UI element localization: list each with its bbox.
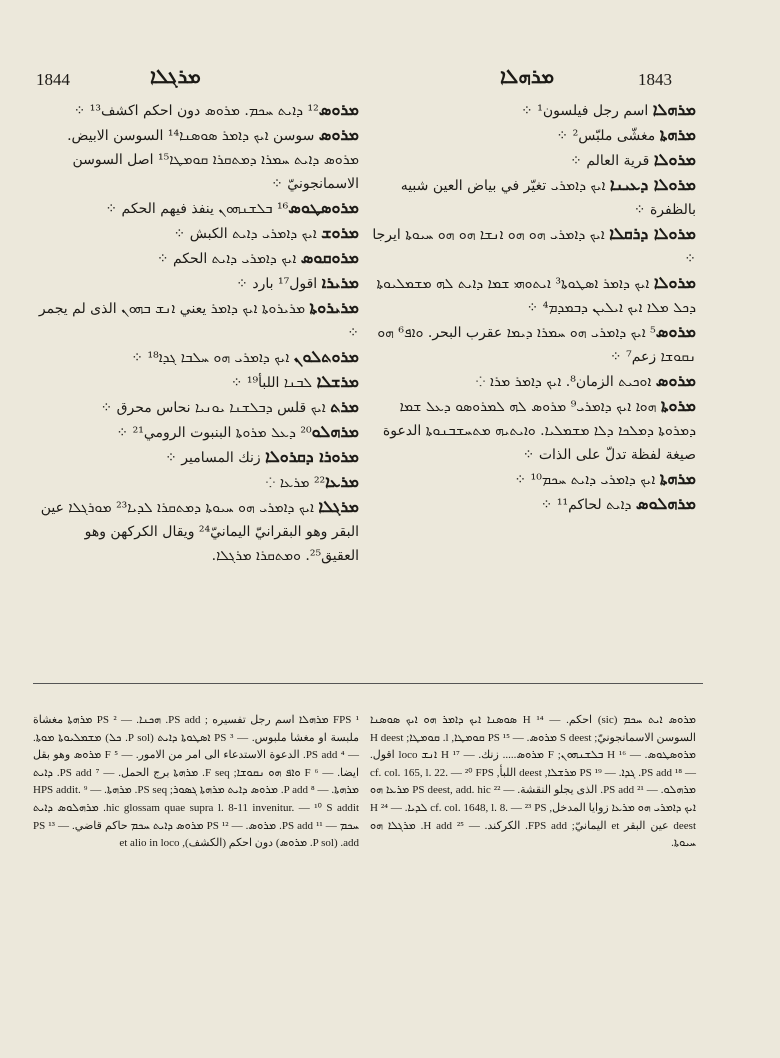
footnote-divider xyxy=(33,683,703,684)
dictionary-entry xyxy=(33,246,359,271)
headword: ܡܪܘܣ xyxy=(655,322,696,341)
entry-text: ܐܝܟ ܕܐܡܪܝ ܗܘ ܚܠܒܐ ܓܕܐ¹⁸ ⁘ xyxy=(131,350,294,366)
dictionary-entry xyxy=(33,395,359,420)
headword: ܡܪܝܪܘܬܐ xyxy=(309,298,359,317)
headword: ܡܪܗܬܐ xyxy=(659,125,696,144)
dictionary-entry xyxy=(370,492,696,517)
headword: ܡܪܗܠܘܣ xyxy=(635,494,696,513)
dictionary-entry xyxy=(33,345,359,370)
dictionary-entry xyxy=(370,173,696,222)
footnote-text: ܡܪܘܣ ܐܝܬ ܚܟܡ (sic) احكم. — ¹⁴ H ܣܘܣܢܐ ܐܝܟ ܕܐܡܪ ܗܘ ܐܝܟ ܣܘܣܢܐ السوسن الاسمانجونيّ; S deest ܡܪܘܣ. — ¹⁵ PS ܩܘܡܛܐ, l. ܩܘܡܛܐ; H deest ܡܪܘܣܛܘܣ. — ¹⁶ H ܒܠܫܢܗܘܢ; F ܡܪܘܣ..... زنك. — ¹⁷ H ܐܢܫ loco اقول. — ¹⁸ PS add. ܓܕܐ. — ¹⁹ PS ܡܪܫܠܐ, deest اللبأ, cf. col. 165, l. 22. — ²⁰ FPS ܡܪܗܠܘ. — ²¹ PS add. الذى يجلو النقشة. — ²² PS deest, add. hic ܡܪܥܐ ܗܘ ܐܝܟ ܕܐܡܪܝ ܗܘ ܡܪܥܐ زوايا المدخل, cf. col. 1648, l. 8. — ²³ PS ܠܕܝܐ. — ²⁴ H deest عين البقر et اليمانيّ; FPS add. الكركند. — ²⁵ H add. ܡܪܓܠܐ ܗܘ ܚܝܘܬܐ. xyxy=(370,714,697,850)
headword: ܡܪܘܣ xyxy=(318,125,359,144)
entry-text: ܗܘܐ ܐܝܟ ܕܐܡܪܝ⁹ ܡܪܘܣ ܠܗ ܠܡܪܘܣܘ ܕܥܠ ܫܡܐ ܕܡܪܘܬܐ ܕܡܠܟܐ ܕܠܐ ܡܫܡܠܝܐ. ܘܐܝܬܝܗ ܡܬܚܫܒܢܘܬܐ الدعوة صيغة لفظة تدلّ على الذات ⁘ xyxy=(382,399,696,463)
entry-text: زنك المسامير ⁘ xyxy=(165,450,266,466)
entry-text: اسم رجل فيلسون¹ ⁘ xyxy=(521,103,653,119)
entry-text: ܐܝܟ ܕܐܡܪ ܐܣܛܘܬܐ³ ܐܝܬܘܗܝ ܫܡܐ ܕܐܝܬ ܠܗ ܡܫܡܠܝܘܬܐ ܕܟܠ ܡܠܐ ܐܝܟ ܐܝܠܝܢ ܕܒܡܕܡ⁴ ⁘ xyxy=(376,276,696,316)
headword: ܡܪܘܣܛܘܣ xyxy=(288,198,359,217)
dictionary-entry xyxy=(370,123,696,148)
dictionary-entry xyxy=(33,420,359,445)
entry-text: ²² ܡܪܥܐ ⁘ xyxy=(265,475,326,491)
headword: ܡܪܘܫ xyxy=(321,223,359,242)
headword: ܡܪܘܬܐ xyxy=(660,396,696,415)
page-number-right: 1843 xyxy=(638,70,672,89)
running-head-left: ܡܪܓܠܐ xyxy=(150,64,201,88)
dictionary-entry xyxy=(370,320,696,369)
headword: ܡܪܓܠܐ xyxy=(318,497,359,516)
dictionary-entry xyxy=(370,148,696,173)
entry-text: سوسن ܐܝܟ ܕܐܡܪ ܣܘܣܢܐ¹⁴ السوسن الابيض. ܡܪܘܣ ܕܐܝܬ ܚܡܪܐ ܕܡܬܩܪܐ ܩܘܡܛܐ¹⁵ اصل السوسن الاسمانجونيّ ⁘ xyxy=(67,128,359,192)
dictionary-entry xyxy=(33,221,359,246)
headword: ܡܪܗܬܐ xyxy=(659,469,696,488)
entry-text: ܕܐܝܬ لحاكم¹¹ ⁘ xyxy=(540,497,636,513)
headword: ܡܪܘܠܐ ܕܥܝܢܐ xyxy=(609,175,696,194)
entry-text: ܐܝܟ ܕܐܡܪܝ ܕܐܝܬ الكبش ⁘ xyxy=(173,226,322,242)
entry-text: ¹⁶ ܒܠܫܢܗܘܢ ينفذ فيهم الحكم ⁘ xyxy=(105,201,289,217)
entry-text: ܐܝܟ ܕܐܡܪܝ تغيّر في بياض العين شبيه بالظفرة ⁘ xyxy=(400,178,696,218)
entry-text: ܐܝܟ ܕܐܡܪܝ ܗܘ ܚܝܘܬܐ ܕܡܬܩܪܐ ܠܕܝܐ²³ ܡܘܪܓܠܐ عين البقر وهو البقرانيّ اليمانيّ²⁴ ويقال الكركهن وهو العقيق²⁵. ܘܡܬܩܪܐ ܡܪܓܠܐ. xyxy=(40,500,359,564)
dictionary-entry xyxy=(370,98,696,123)
entry-text: اقول¹⁷ بارد ⁘ xyxy=(236,276,322,292)
running-head-right: ܡܪܗܠܐ xyxy=(500,64,555,88)
dictionary-entry xyxy=(33,98,359,123)
entry-text: ܐܝܟ ܕܐܡܪܝ ܗܘ ܗܘ ܐܢܫܐ ܗܘ ܗܘ ܚܝܘܬܐ ايرجا ⁘ xyxy=(372,227,696,267)
headword: ܡܪܥܐ xyxy=(325,472,359,491)
entry-text: ܐܝܟ ܕܐܡܪܝ ܕܐܝܬ الحكم ⁘ xyxy=(156,251,301,267)
right-column xyxy=(370,98,696,517)
dictionary-entry xyxy=(370,271,696,320)
entry-text: قرية العالم ⁘ xyxy=(570,153,654,169)
entry-text: مغشّى ملبّس² ⁘ xyxy=(556,128,660,144)
page-number-left: 1844 xyxy=(36,70,70,89)
dictionary-entry xyxy=(33,271,359,296)
entry-text: ܐܝܟ قلس ܕܒܠܫܢܐ ܝܘܢܝܐ نحاس محرق ⁘ xyxy=(100,400,331,416)
footnotes-left xyxy=(33,712,359,853)
entry-text: ⁵ ܐܝܟ ܕܐܡܪܝ ܗܘ ܚܡܪܐ ܕܝܡܐ عقرب البحر. ܘܐܦ⁶ ܗܘ ܢܩܘܫܐ زعم⁷ ⁘ xyxy=(377,325,696,365)
entry-text: ܡܪܝܪܘܬܐ ܐܝܟ ܕܐܡܪ يعني ܐܢܫ ܒܗܘܢ الذى لم يجمر ⁘ xyxy=(38,301,359,341)
headword: ܡܪܘܠܐ xyxy=(653,150,696,169)
dictionary-entry xyxy=(33,296,359,345)
headword: ܡܪܘܩܘܣ xyxy=(300,248,359,267)
dictionary-entry xyxy=(33,470,359,495)
dictionary-entry xyxy=(33,495,359,568)
dictionary-entry xyxy=(33,370,359,395)
footnotes-right xyxy=(370,712,696,853)
entry-text: ¹² ܕܐܝܬ ܚܟܡ. ܡܪܘܣ دون احكم اكشف¹³ ⁘ xyxy=(73,103,319,119)
headword: ܡܪܬ xyxy=(330,397,359,416)
dictionary-entry xyxy=(370,222,696,271)
footnote-text: ¹ FPS ܡܪܗܠܐ اسم رجل تفسيره ; PS add. ܗܟܢܐ. — ² PS ܡܪܗܬܐ مغشاة ملبسة او مغشا ملبوس. — ³ PS ܐܣܛܘܬܐ ܕܐܝܬ (P sol. ܟܠ) ܡܫܡܠܝܘܬܐ ܡܘܬܐ. — ⁴ PS add. الدعوة الاستدعاء الى امر من الامور. — ⁵ F ܡܪܘܣ وهو بقل ايضا. — ⁶ F ܘܐܦ ܗܘ ܢܩܘܫܐ; F seq. ܡܪܗܬܐ برج الحمل. — ⁷ PS add. ܕܐܝܬ ܡܪܗܬܐ. — ⁸ P add. ܡܪܘܣ ܕܐܝܬ ܡܪܗܬܐ ܓܣܘܪ; PS seq. ܡܪܗܬܐ. — ⁹ HPS addit. hic glossam quae supra l. 8-11 invenitur. — ¹⁰ S addit. ܡܪܗܠܘܣ ܕܐܝܬ ܚܟܡ — ¹¹ PS add. ܡܪܘܣ. — ¹² PS ܡܪܘܣ ܕܐܝܬ ܚܟܡ حاكم قاضي. — ¹³ PS add. (P sol. ܡܪܘܣ) دون احكم (الكشف), et alio in loco xyxy=(33,714,360,850)
entry-text: ²⁰ ܕܥܠ ܡܪܘܬܐ البنبوت الرومي²¹ ⁘ xyxy=(116,425,312,441)
dictionary-entry xyxy=(370,394,696,467)
headword: ܡܪܝܪܐ xyxy=(321,273,359,292)
headword: ܡܪܘܣ xyxy=(655,371,696,390)
headword: ܡܪܘܬܠܘܢ xyxy=(293,347,359,366)
headword: ܡܪܫܠܐ xyxy=(316,372,359,391)
left-column xyxy=(33,98,359,568)
headword: ܡܪܘܠܐ ܕܪܩܠܐ xyxy=(609,224,696,243)
dictionary-entry xyxy=(370,467,696,492)
dictionary-entry xyxy=(33,123,359,196)
headword: ܡܪܗܠܘ xyxy=(311,422,359,441)
headword: ܡܪܘܠܐ xyxy=(653,273,696,292)
dictionary-entry xyxy=(33,196,359,221)
entry-text: ܠܒܢܐ اللبأ¹⁹ ⁘ xyxy=(230,375,317,391)
entry-text: ܐܝܟ ܕܐܡܪܝ ܕܐܝܬ ܚܟܡ¹⁰ ⁘ xyxy=(514,472,660,488)
entry-text: ܐܘܟܝܬ الزمان⁸. ܐܝܟ ܕܐܡܪ ܡܪܐ ⁘ xyxy=(475,374,656,390)
headword: ܡܪܗܠܐ xyxy=(652,100,696,119)
headword: ܡܪܘܪܐ ܕܩܪܘܠܐ xyxy=(265,447,359,466)
headword: ܡܪܘܣ xyxy=(318,100,359,119)
dictionary-entry xyxy=(33,445,359,470)
dictionary-entry xyxy=(370,369,696,394)
